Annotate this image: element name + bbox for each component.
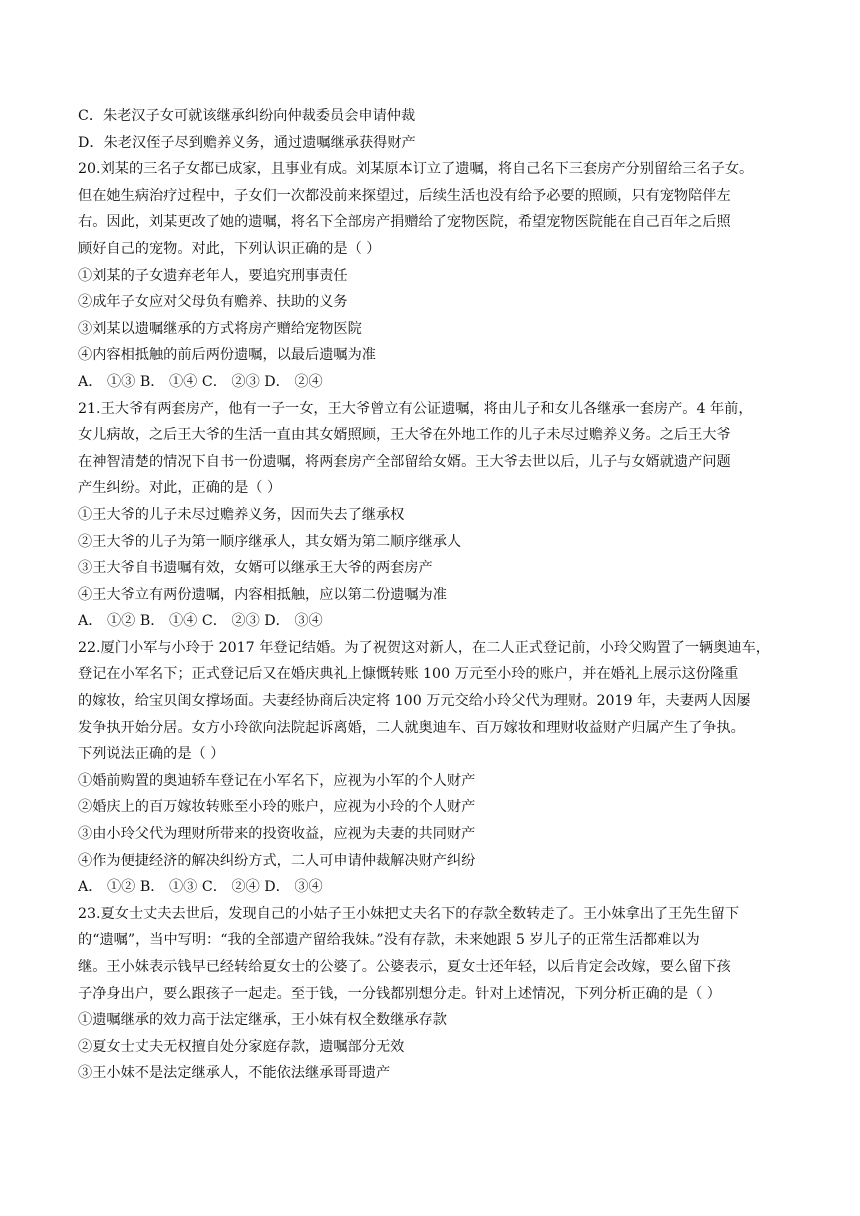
q23-statement-3: ③王小妹不是法定继承人，不能依法继承哥哥遗产: [78, 1065, 391, 1082]
q22-statement-3: ③由小玲父代为理财所带来的投资收益，应视为夫妻的共同财产: [78, 826, 476, 843]
question-20-line-2: 但在她生病治疗过程中，子女们一次都没前来探望过，后续生活也没有给予必要的照顾，只有宠物陪伴左: [78, 187, 731, 204]
question-22-line-2: 登记在小军名下；正式登记后又在婚庆典礼上慷慨转账 100 万元至小玲的账户，并在婚礼上展示这份隆重: [78, 666, 739, 683]
question-23-line-2: 的“遗嘱”，当中写明：“我的全部遗产留给我妹。”没有存款，未来她跟 5 岁儿子的正常生活都难以为: [78, 932, 700, 949]
question-22-line-5: 下列说法正确的是（ ）: [78, 746, 225, 763]
q20-statement-2: ②成年子女应对父母负有赡养、扶助的义务: [78, 294, 348, 311]
question-21-line-4: 产生纠纷。对此，正确的是（ ）: [78, 480, 282, 497]
question-20-line-1: 20.刘某的三名子女都已成家，且事业有成。刘某原本订立了遗嘱，将自己名下三套房产分别留给三名子女。: [78, 161, 754, 178]
question-22-line-1: 22.厦门小军与小玲于 2017 年登记结婚。为了祝贺这对新人，在二人正式登记前，小玲父购置了一辆奥迪车，: [78, 639, 770, 656]
q21-choices: A． ①② B． ①④ C． ②③ D． ③④: [78, 613, 323, 630]
question-23-line-4: 子净身出户，要么跟孩子一起走。至于钱，一分钱都别想分走。针对上述情况，下列分析正确的是（ ）: [78, 985, 721, 1002]
q20-statement-4: ④内容相抵触的前后两份遗嘱，以最后遗嘱为准: [78, 347, 376, 364]
q21-statement-1: ①王大爷的儿子未尽过赡养义务，因而失去了继承权: [78, 506, 405, 523]
q21-statement-3: ③王大爷自书遗嘱有效，女婿可以继承王大爷的两套房产: [78, 560, 433, 577]
question-21-line-2: 女儿病故，之后王大爷的生活一直由其女婿照顾，王大爷在外地工作的儿子未尽过赡养义务。之后王大爷: [78, 427, 731, 444]
option-c-q19: C．朱老汉子女可就该继承纠纷向仲裁委员会申请仲裁: [78, 108, 416, 124]
question-23-line-3: 继。王小妹表示钱早已经转给夏女士的公婆了。公婆表示，夏女士还年轻，以后肯定会改嫁，要么留下孩: [78, 959, 731, 975]
q21-statement-2: ②王大爷的儿子为第一顺序继承人，其女婿为第二顺序继承人: [78, 533, 462, 550]
question-20-line-3: 右。因此，刘某更改了她的遗嘱，将名下全部房产捐赠给了宠物医院，希望宠物医院能在自己百年之后照: [78, 214, 731, 231]
q22-statement-2: ②婚庆上的百万嫁妆转账至小玲的账户，应视为小玲的个人财产: [78, 799, 476, 816]
question-22-line-4: 发争执开始分居。女方小玲欲向法院起诉离婚，二人就奥迪车、百万嫁妆和理财收益财产归属产生了争执。: [78, 719, 745, 736]
q22-choices: A． ①② B． ①③ C． ②④ D． ③④: [78, 879, 323, 896]
question-21-line-1: 21.王大爷有两套房产，他有一子一女，王大爷曾立有公证遗嘱，将由儿子和女儿各继承一套房产。4 年前，: [78, 400, 753, 417]
q23-statement-2: ②夏女士丈夫无权擅自处分家庭存款，遗嘱部分无效: [78, 1038, 405, 1055]
option-d-q19: D．朱老汉侄子尽到赡养义务，通过遗嘱继承获得财产: [78, 134, 416, 151]
q22-statement-4: ④作为便捷经济的解决纠纷方式，二人可申请仲裁解决财产纠纷: [78, 852, 476, 869]
q20-statement-1: ①刘某的子女遗弃老年人，要追究刑事责任: [78, 267, 348, 284]
document-body: [78, 103, 798, 1087]
q21-statement-4: ④王大爷立有两份遗嘱，内容相抵触，应以第二份遗嘱为准: [78, 586, 447, 603]
question-22-line-3: 的嫁妆，给宝贝闺女撑场面。夫妻经协商后决定将 100 万元交给小玲父代为理财。2019 年，夫妻两人因屡: [78, 693, 751, 710]
q20-choices: A． ①③ B． ①④ C． ②③ D． ②④: [78, 373, 323, 390]
question-21-line-3: 在神智清楚的情况下自书一份遗嘱，将两套房产全部留给女婿。王大爷去世以后，儿子与女婿就遗产问题: [78, 453, 731, 470]
q22-statement-1: ①婚前购置的奥迪轿车登记在小军名下，应视为小军的个人财产: [78, 772, 476, 789]
q20-statement-3: ③刘某以遗嘱继承的方式将房产赠给宠物医院: [78, 320, 362, 337]
question-23-line-1: 23.夏女士丈夫去世后，发现自己的小姑子王小妹把丈夫名下的存款全数转走了。王小妹拿出了王先生留下: [78, 905, 740, 922]
question-20-line-4: 顾好自己的宠物。对此，下列认识正确的是（ ）: [78, 240, 381, 257]
q23-statement-1: ①遗嘱继承的效力高于法定继承，王小妹有权全数继承存款: [78, 1012, 447, 1029]
